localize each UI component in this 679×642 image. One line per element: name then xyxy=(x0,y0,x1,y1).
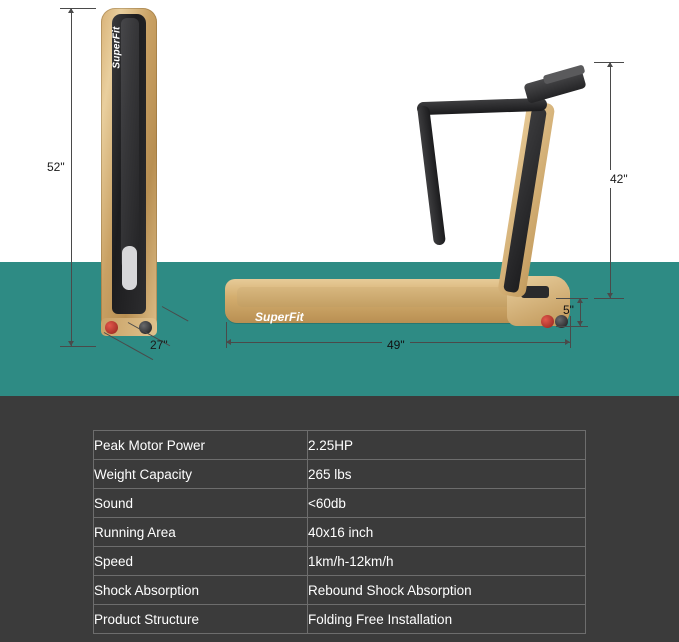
spec-key: Weight Capacity xyxy=(94,460,308,489)
spec-panel xyxy=(0,396,679,642)
folded-treadmill xyxy=(95,8,163,338)
handlebar-support xyxy=(417,105,446,245)
spec-value: 2.25HP xyxy=(308,431,586,460)
table-row xyxy=(94,489,586,518)
table-row xyxy=(94,460,586,489)
label-unfolded-height: 42" xyxy=(607,170,631,188)
table-row xyxy=(94,605,586,634)
spec-value: 1km/h-12km/h xyxy=(308,547,586,576)
label-deck-length: 49" xyxy=(382,338,410,352)
table-row xyxy=(94,576,586,605)
unfolded-treadmill xyxy=(225,40,600,340)
label-folded-depth: 27" xyxy=(150,338,168,352)
table-row xyxy=(94,547,586,576)
spec-value: Rebound Shock Absorption xyxy=(308,576,586,605)
spec-key: Sound xyxy=(94,489,308,518)
spec-key: Speed xyxy=(94,547,308,576)
transport-wheel-red xyxy=(105,321,118,334)
spec-key: Shock Absorption xyxy=(94,576,308,605)
spec-key: Running Area xyxy=(94,518,308,547)
spec-key: Product Structure xyxy=(94,605,308,634)
brand-logo-folded: SuperFit xyxy=(111,26,123,69)
spec-value: 265 lbs xyxy=(308,460,586,489)
label-deck-height: 5" xyxy=(563,303,574,317)
folded-handle-pad xyxy=(122,246,137,290)
spec-value: Folding Free Installation xyxy=(308,605,586,634)
spec-value: 40x16 inch xyxy=(308,518,586,547)
brand-logo-riser: SuperFit xyxy=(503,120,521,163)
spec-value: <60db xyxy=(308,489,586,518)
spec-table xyxy=(93,430,586,634)
table-row xyxy=(94,518,586,547)
front-wheel-red xyxy=(541,315,554,328)
folded-inner-belt xyxy=(121,18,139,268)
running-belt xyxy=(237,287,519,307)
brand-logo-deck: SuperFit xyxy=(255,310,304,324)
table-row xyxy=(94,431,586,460)
label-folded-height: 52" xyxy=(44,158,68,176)
spec-key: Peak Motor Power xyxy=(94,431,308,460)
